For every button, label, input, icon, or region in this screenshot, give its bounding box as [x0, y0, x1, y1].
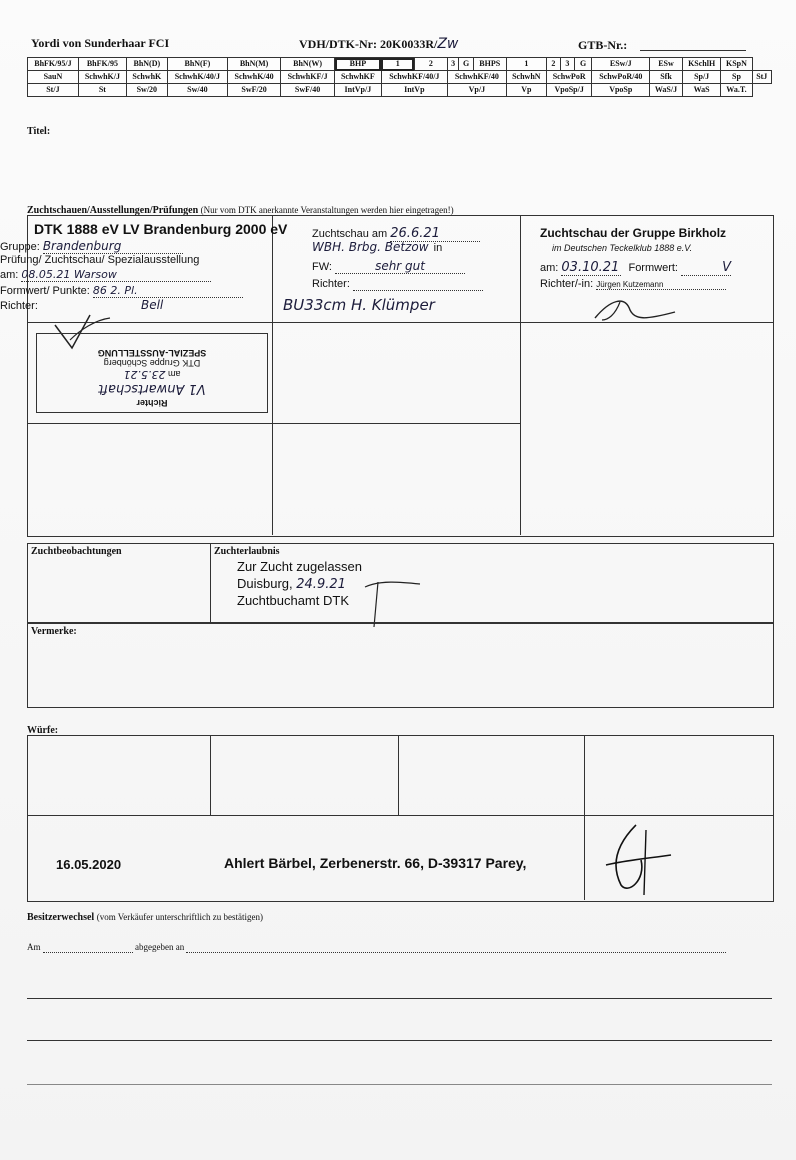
besitzer-note: (vom Verkäufer unterschriftlich zu bestätigen) — [96, 912, 263, 922]
code-cell: KSpN — [721, 58, 752, 71]
entry2-in-value: WBH. Brbg. Betzow — [312, 240, 429, 254]
code-cell: VpoSp — [592, 84, 650, 97]
code-cell: BhN(W) — [281, 58, 335, 71]
stamp-am — [37, 368, 267, 381]
besitzer-hline-2 — [27, 1040, 772, 1041]
besitzer-abgegeben-label: abgegeben an — [135, 942, 185, 952]
entry1-gruppe-label: Gruppe: — [0, 241, 40, 253]
code-cell: 1 — [381, 58, 414, 71]
entry2-in — [312, 240, 442, 254]
code-cell: SchwhK/40/J — [167, 71, 227, 84]
entry2-fw-value: sehr gut — [335, 259, 465, 274]
code-cell: Sw/40 — [167, 84, 227, 97]
wuerfe-hline — [27, 815, 773, 816]
vermerke-label: Vermerke: — [31, 626, 77, 637]
entry1-gruppe-value: Brandenburg — [43, 239, 183, 254]
code-cell: SchwPoR — [546, 71, 591, 84]
code-cell: BhFK/95 — [78, 58, 126, 71]
entry3-richter-value: Jürgen Kutzemann — [596, 280, 726, 290]
entry1-richter-label: Richter: — [0, 300, 38, 312]
code-cell: SchwhK/40 — [228, 71, 281, 84]
entry3-subtitle: im Deutschen Teckelklub 1888 e.V. — [552, 243, 693, 253]
code-cell: IntVp/J — [335, 84, 382, 97]
code-cell: 1 — [506, 58, 546, 71]
besitzer-line — [27, 942, 726, 953]
code-cell: BhN(M) — [228, 58, 281, 71]
code-cell: SchwhN — [506, 71, 546, 84]
spezial-ausstellung-stamp — [36, 333, 268, 413]
code-cell: ESw/J — [592, 58, 650, 71]
wuerfe-vline-3 — [584, 735, 585, 900]
entry1-gruppe — [0, 239, 183, 254]
code-cell: ESw — [650, 58, 683, 71]
code-cell: Vp — [506, 84, 546, 97]
entry3-richter-label: Richter/-in: — [540, 278, 594, 290]
wuerfe-label: Würfe: — [27, 725, 59, 736]
entry3-am — [540, 260, 731, 276]
gtb-label: GTB-Nr.: — [578, 38, 628, 52]
entry3-signature — [590, 290, 680, 325]
entry3-formwert-value: V — [681, 260, 731, 276]
qualification-codes-table — [27, 57, 772, 97]
entry1-am-label: am: — [0, 269, 19, 281]
wuerfe-vline-2 — [398, 735, 399, 815]
code-cell: VpoSp/J — [546, 84, 591, 97]
wuerfe-vline-1 — [210, 735, 211, 815]
entry3-richter — [540, 278, 726, 290]
entry2-richter-value: BU33cm H. Klümper — [283, 296, 435, 314]
entry1-title: DTK 1888 eV LV Brandenburg 2000 eV — [34, 221, 288, 237]
entry1-formwert-label: Formwert/ Punkte: — [0, 285, 90, 297]
entry1-pruefung-label: Prüfung/ Zuchtschau/ Spezialausstellung — [0, 254, 200, 266]
code-cell: BHP — [335, 58, 382, 71]
entry2-zuchtschau-value: 26.6.21 — [390, 226, 480, 242]
code-cell: Sp — [721, 71, 752, 84]
besitzer-abgegeben-dots — [186, 942, 726, 953]
entry1-formwert — [0, 284, 243, 298]
owner-name-address: Ahlert Bärbel, Zerbenerstr. 66, D-39317 Parey, — [224, 855, 527, 871]
code-cell: IntVp — [381, 84, 447, 97]
code-cell: SauN — [28, 71, 79, 84]
titel-label: Titel: — [27, 126, 51, 137]
entry2-richter-label-text: Richter: — [312, 278, 350, 290]
stamp-richter-label: Richter — [136, 398, 168, 408]
erlaubnis-line2-date: 24.9.21 — [296, 577, 346, 592]
erlaubnis-line3: Zuchtbuchamt DTK — [237, 593, 349, 608]
code-cell: BhN(D) — [126, 58, 167, 71]
breeding-vline — [210, 543, 211, 622]
besitzer-hline-3 — [27, 1084, 772, 1085]
zucht-note: (Nur vom DTK anerkannte Veranstaltungen werden hier eingetragen!) — [200, 205, 454, 215]
code-cell: BhFK/95/J — [28, 58, 79, 71]
stamp-am-value: 23.5.21 — [123, 368, 166, 381]
entry2-fw — [312, 259, 465, 274]
code-cell: BhN(F) — [167, 58, 227, 71]
code-cell: StJ — [752, 71, 772, 84]
besitzer-hline-1 — [27, 998, 772, 999]
vdh-number-label: VDH/DTK-Nr: 20K0033R/ — [299, 37, 438, 51]
codes-row-2 — [28, 71, 772, 84]
entry1-am-value: 08.05.21 Warsow — [21, 268, 211, 282]
code-cell: Sp/J — [682, 71, 721, 84]
owner-date: 16.05.2020 — [56, 857, 122, 872]
beobachtung-label: Zuchtbeobachtungen — [31, 546, 122, 557]
owner-signature — [596, 820, 676, 900]
code-cell: St/J — [28, 84, 79, 97]
entry2-fw-label: FW: — [312, 261, 332, 273]
stamp-am-label: am — [168, 369, 181, 379]
code-cell: SwF/20 — [228, 84, 281, 97]
entry3-formwert-label: Formwert: — [628, 262, 678, 274]
erlaubnis-label: Zuchterlaubnis — [214, 546, 280, 557]
besitzer-am-dots — [43, 942, 133, 953]
code-cell: 3 — [447, 58, 458, 71]
besitzer-am-label: Am — [27, 942, 41, 952]
grid-vline-1 — [272, 215, 273, 535]
stamp-formwert-value: V1 Anwartschaft — [98, 381, 206, 396]
zucht-label: Zuchtschauen/Ausstellungen/Prüfungen — [27, 205, 199, 216]
entry3-am-label: am: — [540, 262, 559, 274]
code-cell: 3 — [560, 58, 574, 71]
code-cell: Vp/J — [447, 84, 506, 97]
code-cell: G — [574, 58, 592, 71]
code-cell: SchwPoR/40 — [592, 71, 650, 84]
code-cell: SchwhK/J — [78, 71, 126, 84]
entry2-richter-label — [312, 278, 483, 291]
code-cell: St — [78, 84, 126, 97]
code-cell: SchwhKF — [335, 71, 382, 84]
vermerke-box — [27, 622, 774, 708]
grid-vline-2 — [520, 215, 521, 535]
code-cell: SchwhK — [126, 71, 167, 84]
code-cell: WaS/J — [650, 84, 683, 97]
stamp-title: SPEZIAL-AUSSTELLUNG — [97, 348, 207, 358]
codes-row-1 — [28, 58, 772, 71]
entry1-am — [0, 268, 211, 282]
code-cell: 2 — [546, 58, 560, 71]
codes-row-3 — [28, 84, 772, 97]
entry3-am-value: 03.10.21 — [561, 260, 621, 276]
code-cell: SwF/40 — [281, 84, 335, 97]
code-cell: Sw/20 — [126, 84, 167, 97]
vdh-suffix: Zw — [437, 36, 459, 52]
gtb-line — [640, 50, 746, 51]
code-cell: WaS — [682, 84, 721, 97]
entry2-in-label: in — [433, 242, 443, 254]
entry2-richter-dots — [353, 278, 483, 291]
code-cell: Wa.T. — [721, 84, 752, 97]
code-cell: KSchlH — [682, 58, 721, 71]
besitzer-section — [27, 912, 263, 923]
besitzer-label: Besitzerwechsel — [27, 912, 95, 923]
code-cell: G — [459, 58, 473, 71]
entry1-formwert-value: 86 2. Pl. — [93, 284, 243, 298]
code-cell: SchwhKF/J — [281, 71, 335, 84]
entry3-title: Zuchtschau der Gruppe Birkholz — [540, 226, 727, 240]
erlaubnis-line2-prefix: Duisburg, — [237, 576, 293, 591]
grid-hline-2 — [27, 423, 521, 424]
erlaubnis-line2 — [237, 576, 346, 592]
entry2-zuchtschau-label: Zuchtschau am — [312, 228, 388, 240]
dog-name: Yordi von Sunderhaar FCI — [31, 36, 170, 50]
vdh-number — [299, 36, 458, 52]
erlaubnis-line1: Zur Zucht zugelassen — [237, 559, 363, 574]
code-cell: Sfk — [650, 71, 683, 84]
stamp-line1: DTK Gruppe Schönberg — [103, 358, 201, 368]
code-cell: SchwhKF/40 — [447, 71, 506, 84]
code-cell: 2 — [414, 58, 447, 71]
entry1-richter-value: Bell — [140, 298, 164, 312]
code-cell: BHPS — [473, 58, 506, 71]
code-cell: SchwhKF/40/J — [381, 71, 447, 84]
